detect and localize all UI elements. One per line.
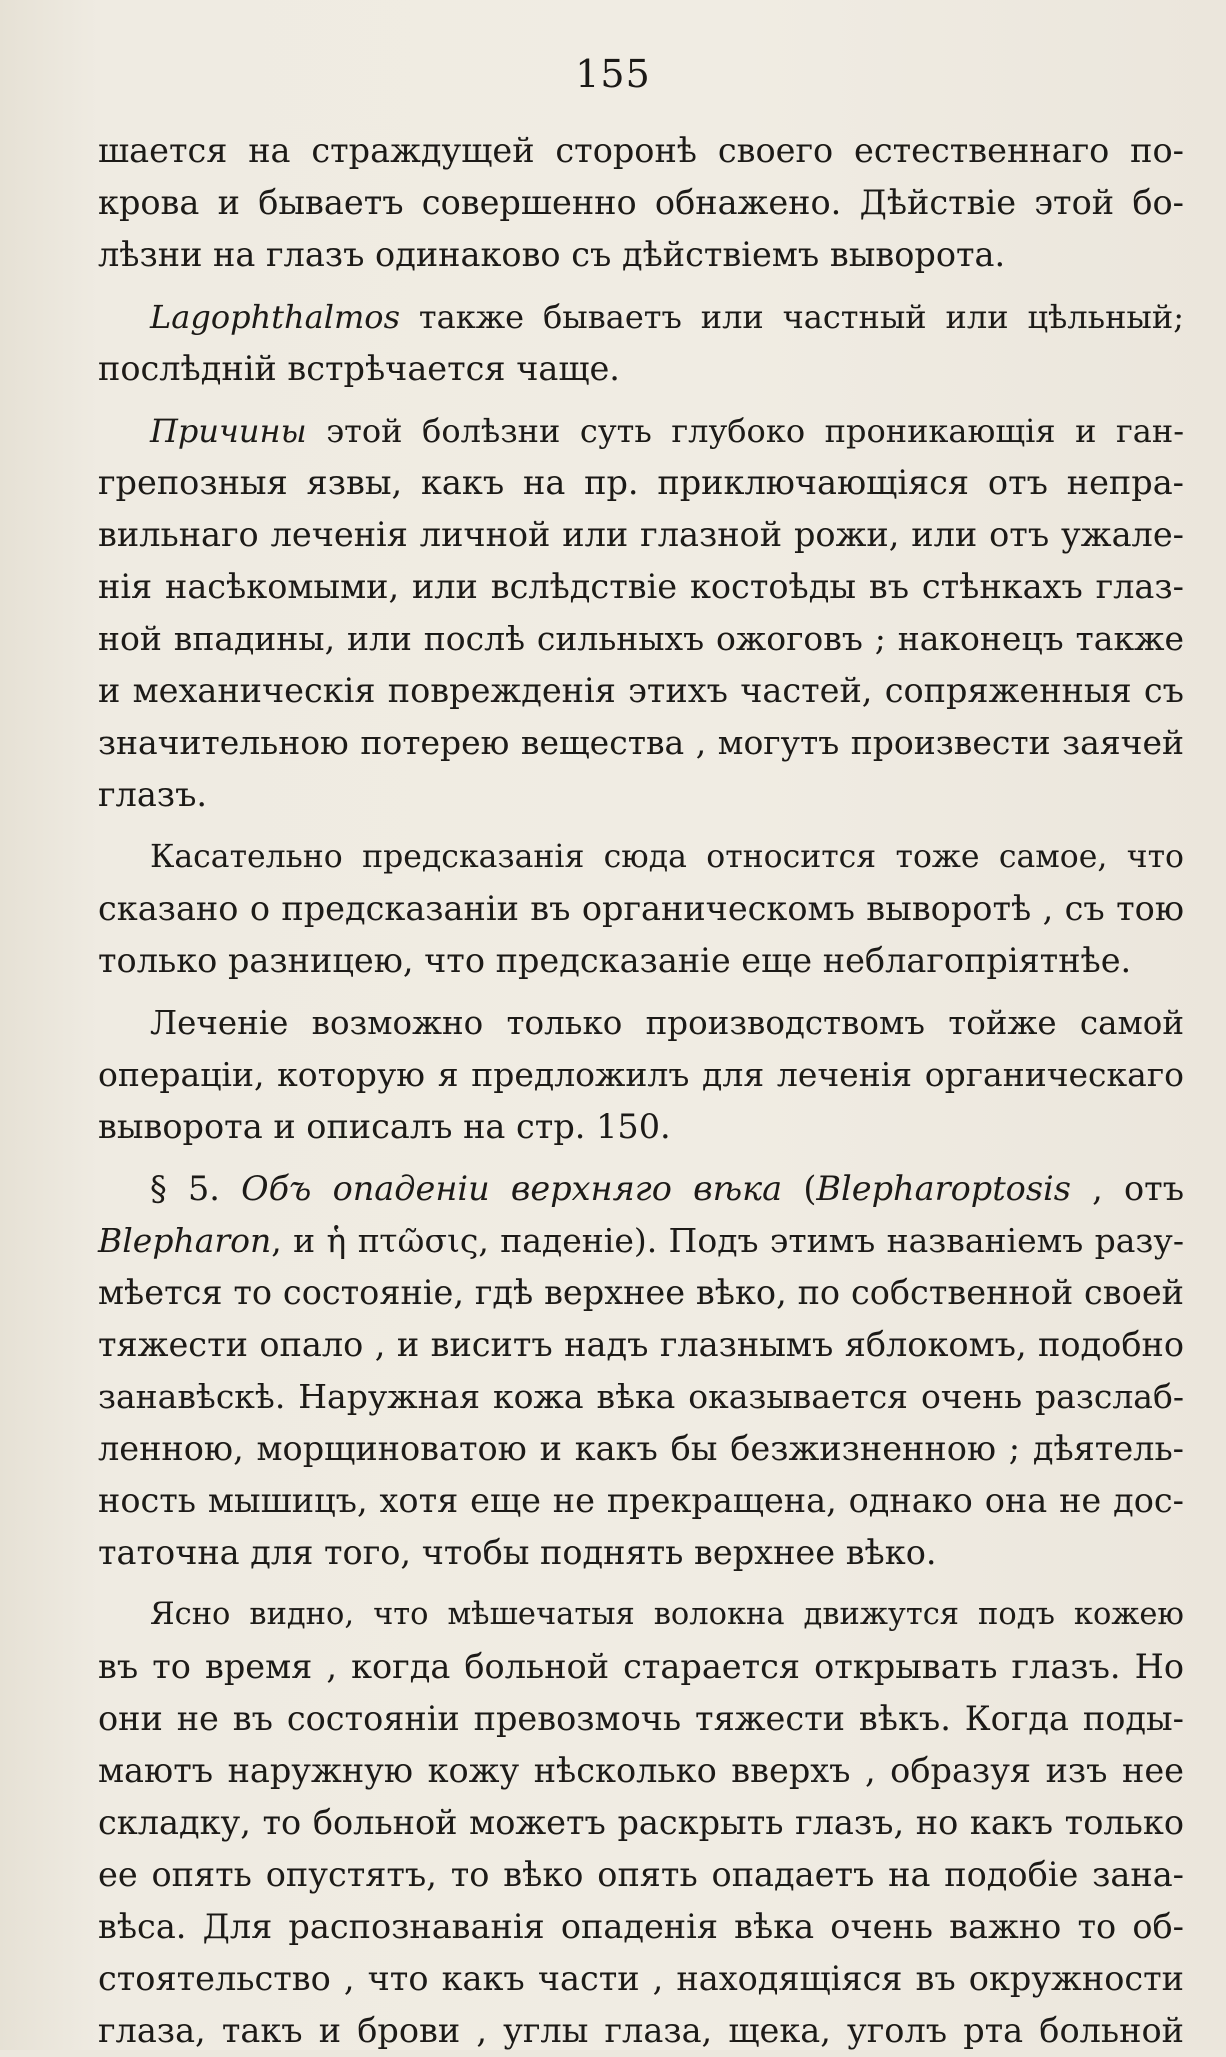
text-line: Lagophthalmos также бываетъ или частный или цѣльный; [150,298,1184,336]
page-number: 155 [575,52,651,96]
latin-term: Blepharoptosis [816,1169,1071,1208]
section-term: Причины [150,412,307,450]
text-line: значительною потерею вещества , могутъ произвести заячей [98,723,1184,762]
text-line: ной впадины, или послѣ сильныхъ ожоговъ ; наконецъ также [98,619,1184,658]
text-line: мѣется то состояніе, гдѣ верхнее вѣко, по собственной своей [98,1273,1184,1312]
text-line: вильнаго леченія личной или глазной рожи, или отъ ужале- [98,515,1184,554]
text-line: грепозныя язвы, какъ на пр. приключающіяся отъ непра- [98,463,1184,502]
page-text [98,125,1184,2057]
text-line: Леченіе возможно только производствомъ тойже самой [150,1004,1184,1042]
text-line: въ то время , когда больной старается открывать глазъ. Но [98,1647,1184,1686]
text-line: нія насѣкомыми, или вслѣдствіе костоѣды въ стѣнкахъ глаз- [98,567,1184,606]
text-line: занавѣскѣ. Наружная кожа вѣка оказывается очень разслаб- [98,1377,1184,1416]
text-line: глаза, такъ и брови , углы глаза, щека, уголъ рта больной [98,2011,1184,2050]
text-line: вѣса. Для распознаванія опаденія вѣка очень важно то об- [98,1907,1184,1946]
text-line: складку, то больной можетъ раскрыть глазъ, но какъ только [98,1803,1184,1842]
text-line: и механическія поврежденія этихъ частей, сопряженныя съ [98,671,1184,710]
text-line: тяжести опало , и виситъ надъ глазнымъ яблокомъ, подобно [98,1325,1184,1364]
text-line: глазъ. [98,775,208,814]
text-line: операціи, которую я предложилъ для леченія органическаго [98,1055,1184,1094]
text-line: Причины этой болѣзни суть глубоко проникающія и ган- [150,412,1184,450]
text-line: Blepharon, и ἡ πτῶσις, паденіе). Подъ этимъ названіемъ разу- [98,1221,1184,1260]
text-line: ность мышицъ, хотя еще не прекращена, однако она не дос- [98,1481,1184,1520]
text-line: таточна для того, чтобы поднять верхнее вѣко. [98,1533,937,1572]
text-line: лѣзни на глазъ одинаково съ дѣйствіемъ выворота. [98,235,1006,274]
text-line: шается на страждущей сторонѣ своего естественнаго по- [98,131,1184,170]
latin-term: Lagophthalmos [150,298,400,336]
text-line: сказано о предсказаніи въ органическомъ выворотѣ , съ тою [98,889,1184,928]
section-heading: Объ опаденіи верхняго вѣка [241,1169,783,1208]
text-line: стоятельство , что какъ части , находящіяся въ окружности [98,1959,1184,1998]
text-line: ее опять опустятъ, то вѣко опять опадаетъ на подобіе зана- [98,1855,1184,1894]
text-line: ленною, морщиноватою и какъ бы безжизненною ; дѣятель- [98,1429,1184,1468]
text-line: Касательно предсказанія сюда относится тоже самое, что [150,839,1184,875]
text-line: выворота и описалъ на стр. 150. [98,1107,671,1146]
text-line: маютъ наружную кожу нѣсколько вверхъ , образуя изъ нее [98,1751,1184,1790]
text-line: Ясно видно, что мѣшечатыя волокна движутся подъ кожею [150,1597,1184,1632]
section-heading-line: § 5. Объ опаденіи верхняго вѣка (Blepharoptosis , отъ [150,1169,1185,1208]
latin-term: Blepharon [98,1221,272,1260]
text-line: только разницею, что предсказаніе еще неблагопріятнѣе. [98,941,1132,980]
text-line: крова и бываетъ совершенно обнажено. Дѣйствіе этой бо- [98,183,1184,222]
text-line: они не въ состояніи превозмочь тяжести вѣкъ. Когда поды- [98,1699,1184,1738]
text-line: послѣдній встрѣчается чаще. [98,349,620,388]
